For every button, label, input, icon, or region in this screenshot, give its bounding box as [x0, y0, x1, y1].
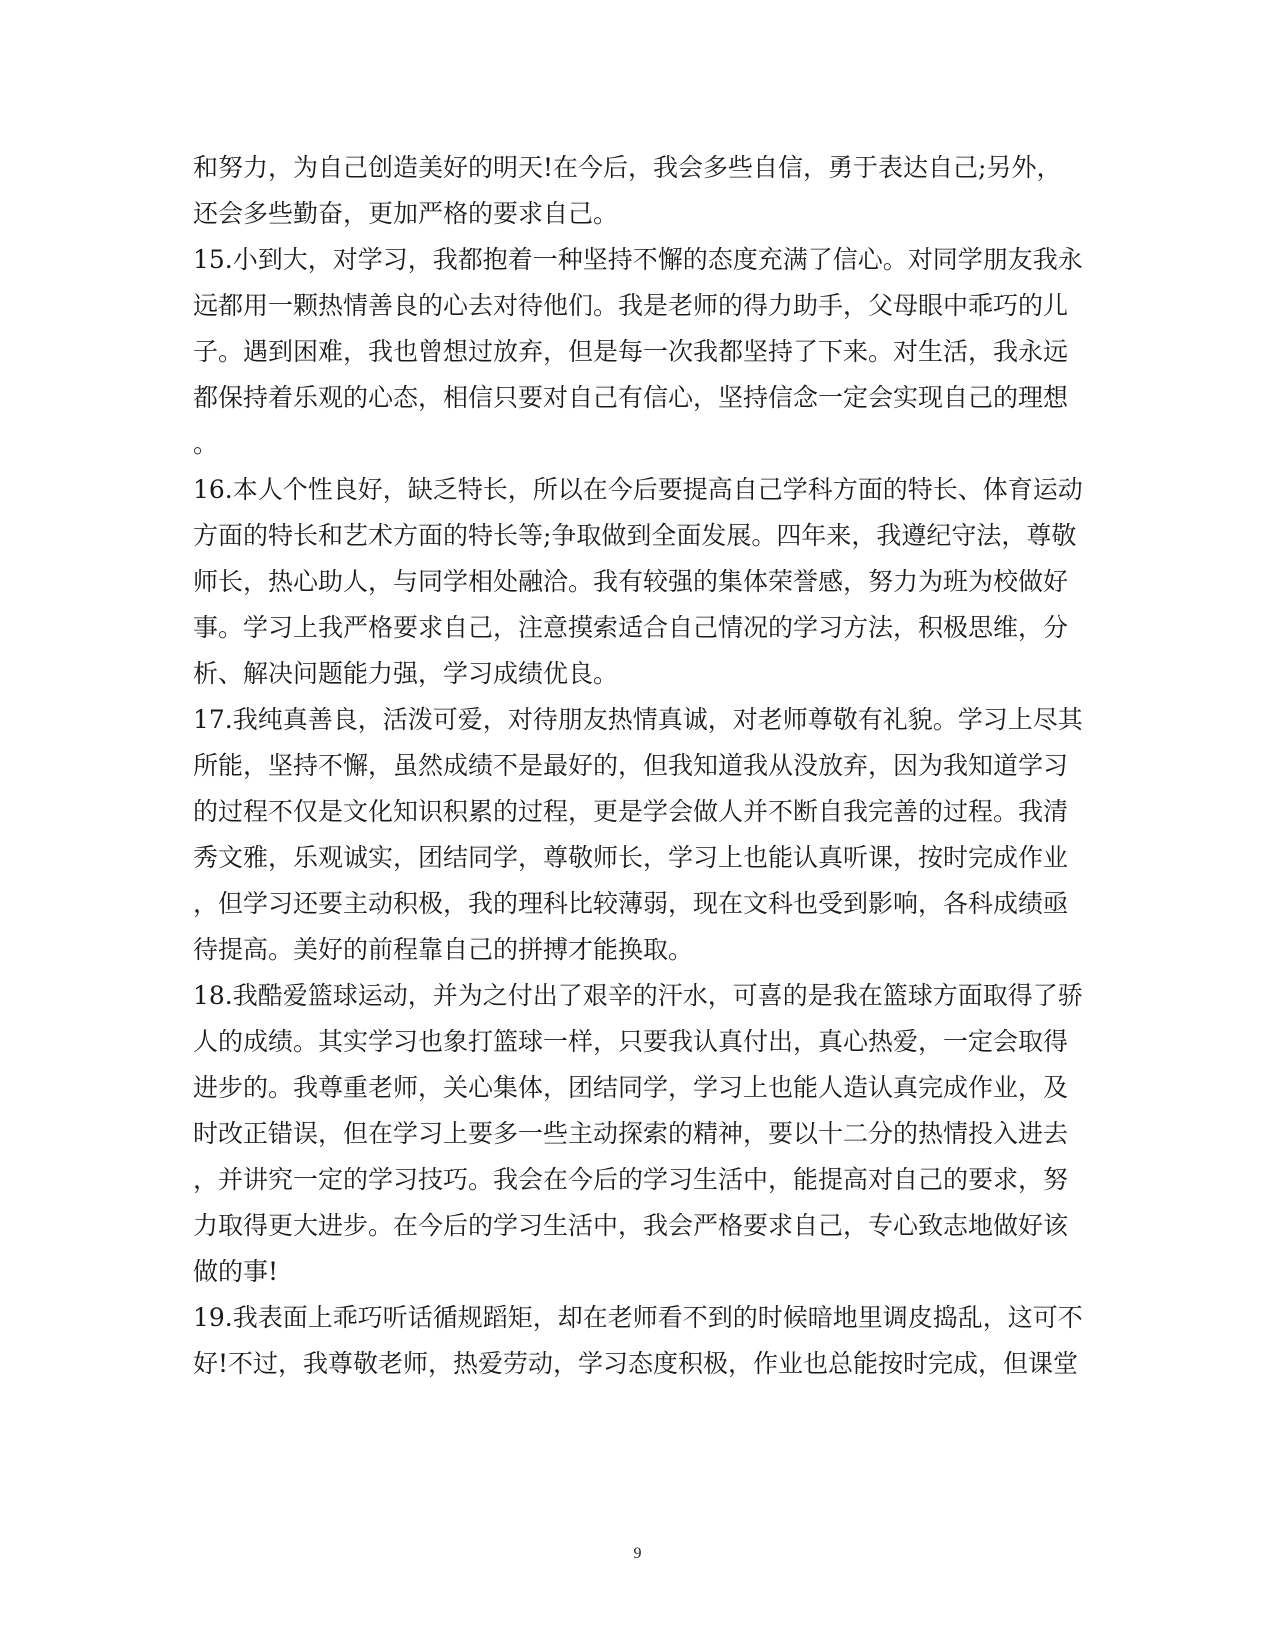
- text-line: 事。学习上我严格要求自己，注意摸索适合自己情况的学习方法，积极思维，分: [193, 613, 1069, 642]
- text-line: 。: [193, 429, 219, 458]
- text-line: 力取得更大进步。在今后的学习生活中，我会严格要求自己，专心致志地做好该: [193, 1211, 1069, 1240]
- text-line: 15.小到大，对学习，我都抱着一种坚持不懈的态度充满了信心。对同学朋友我永: [193, 245, 1083, 274]
- page-number: 9: [633, 1545, 642, 1562]
- text-line: 待提高。美好的前程靠自己的拼搏才能换取。: [193, 935, 694, 964]
- text-line: 好!不过，我尊敬老师，热爱劳动，学习态度积极，作业也总能按时完成，但课堂: [193, 1349, 1079, 1378]
- text-line: 和努力，为自己创造美好的明天!在今后，我会多些自信，勇于表达自己;另外，: [193, 153, 1062, 182]
- text-line: ，并讲究一定的学习技巧。我会在今后的学习生活中，能提高对自己的要求，努: [193, 1165, 1069, 1194]
- text-line: 秀文雅，乐观诚实，团结同学，尊敬师长，学习上也能认真听课，按时完成作业: [193, 843, 1069, 872]
- text-line: 19.我表面上乖巧听话循规蹈矩，却在老师看不到的时候暗地里调皮捣乱，这可不: [193, 1303, 1083, 1332]
- text-line: 都保持着乐观的心态，相信只要对自己有信心，坚持信念一定会实现自己的理想: [193, 383, 1069, 412]
- text-line: ，但学习还要主动积极，我的理科比较薄弱，现在文科也受到影响，各科成绩亟: [193, 889, 1069, 918]
- text-line: 时改正错误，但在学习上要多一些主动探索的精神，要以十二分的热情投入进去: [193, 1119, 1069, 1148]
- text-line: 方面的特长和艺术方面的特长等;争取做到全面发展。四年来，我遵纪守法，尊敬: [193, 521, 1077, 550]
- text-line: 18.我酷爱篮球运动，并为之付出了艰辛的汗水，可喜的是我在篮球方面取得了骄: [193, 981, 1083, 1010]
- text-line: 析、解决问题能力强，学习成绩优良。: [193, 659, 619, 688]
- text-line: 远都用一颗热情善良的心去对待他们。我是老师的得力助手，父母眼中乖巧的儿: [193, 291, 1069, 320]
- text-line: 人的成绩。其实学习也象打篮球一样，只要我认真付出，真心热爱，一定会取得: [193, 1027, 1069, 1056]
- text-line: 做的事!: [193, 1257, 279, 1286]
- text-line: 进步的。我尊重老师，关心集体，团结同学，学习上也能人造认真完成作业，及: [193, 1073, 1069, 1102]
- text-line: 子。遇到困难，我也曾想过放弃，但是每一次我都坚持了下来。对生活，我永远: [193, 337, 1069, 366]
- text-line: 所能，坚持不懈，虽然成绩不是最好的，但我知道我从没放弃，因为我知道学习: [193, 751, 1069, 780]
- text-line: 师长，热心助人，与同学相处融洽。我有较强的集体荣誉感，努力为班为校做好: [193, 567, 1069, 596]
- text-line: 17.我纯真善良，活泼可爱，对待朋友热情真诚，对老师尊敬有礼貌。学习上尽其: [193, 705, 1083, 734]
- text-line: 还会多些勤奋，更加严格的要求自己。: [193, 199, 619, 228]
- text-line: 的过程不仅是文化知识积累的过程，更是学会做人并不断自我完善的过程。我清: [193, 797, 1069, 826]
- text-line: 16.本人个性良好，缺乏特长，所以在今后要提高自己学科方面的特长、体育运动: [193, 475, 1083, 504]
